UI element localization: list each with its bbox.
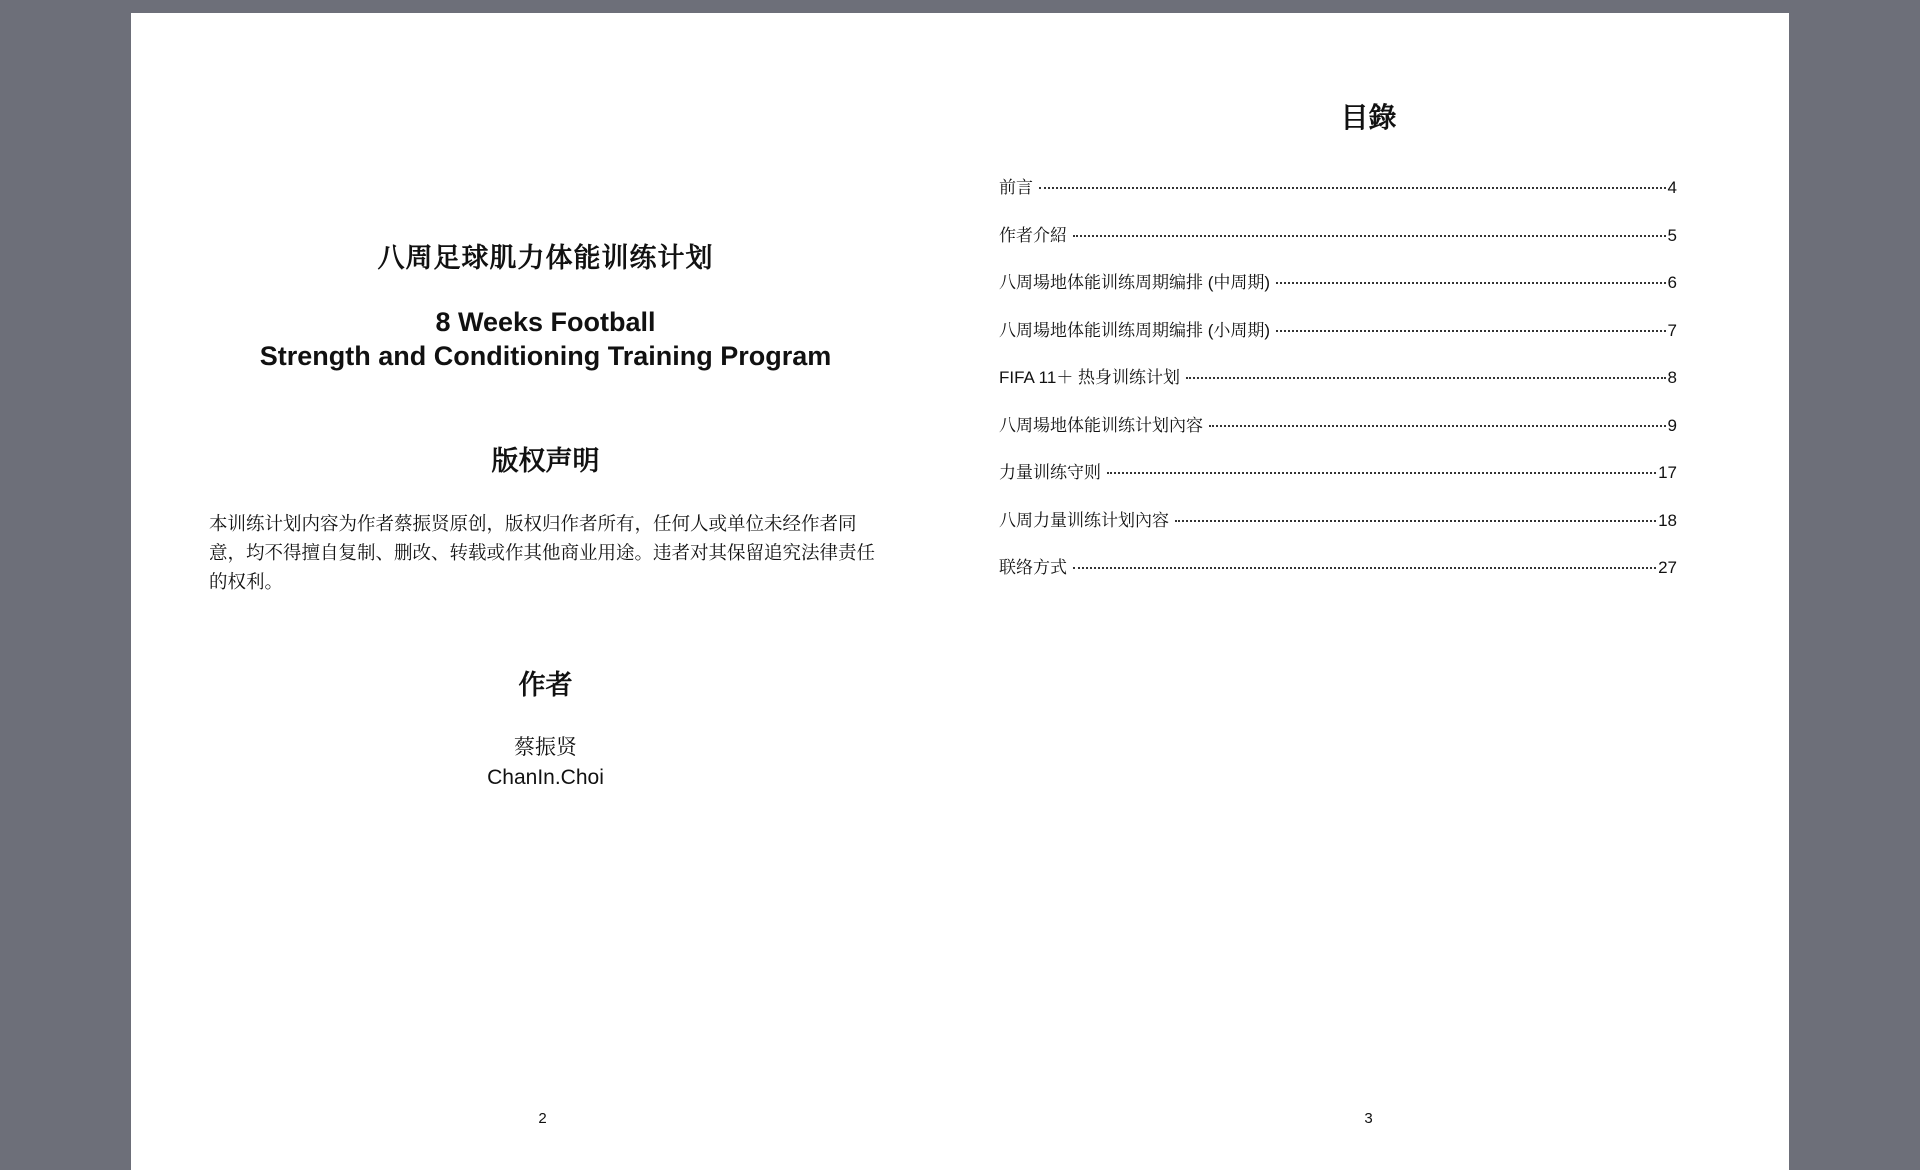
toc-item[interactable] bbox=[999, 506, 1677, 554]
toc-item-page: 27 bbox=[1658, 558, 1677, 577]
page-number: 3 bbox=[1364, 1110, 1373, 1127]
toc-item-label: FIFA 11＋ 热身训练计划 bbox=[999, 368, 1181, 387]
copyright-heading: 版权声明 bbox=[491, 446, 600, 476]
toc-leader-dots bbox=[1276, 330, 1665, 332]
toc-item-page: 9 bbox=[1667, 415, 1677, 435]
toc-leader-dots bbox=[1073, 567, 1656, 569]
toc-item-label: 前言 bbox=[999, 178, 1033, 197]
toc-item[interactable] bbox=[999, 458, 1677, 506]
title-chinese: 八周足球肌力体能训练计划 bbox=[377, 243, 714, 273]
toc-item[interactable] bbox=[999, 363, 1677, 411]
author-name bbox=[131, 733, 960, 793]
toc-item-page: 5 bbox=[1667, 225, 1677, 245]
page-left bbox=[131, 13, 960, 1170]
toc-item-page: 18 bbox=[1658, 510, 1677, 530]
toc-item-label: 联络方式 bbox=[999, 558, 1067, 577]
copyright-text: 本训练计划内容为作者蔡振贤原创，版权归作者所有，任何人或单位未经作者同意，均不得擅自复制、删改、转载或作其他商业用途。违者对其保留追究法律责任的权利。 bbox=[209, 513, 876, 592]
toc-item[interactable] bbox=[999, 173, 1677, 221]
toc-item[interactable] bbox=[999, 221, 1677, 269]
toc-leader-dots bbox=[1039, 187, 1666, 189]
toc-title: 目錄 bbox=[1340, 102, 1397, 133]
toc-item-label: 力量训练守则 bbox=[999, 463, 1101, 482]
toc-item[interactable] bbox=[999, 268, 1677, 316]
title-english-line-1: 8 Weeks Football bbox=[435, 307, 656, 337]
page-number: 2 bbox=[538, 1110, 547, 1127]
table-of-contents bbox=[999, 173, 1677, 601]
author-heading: 作者 bbox=[518, 670, 573, 700]
toc-item-page: 8 bbox=[1667, 368, 1677, 387]
toc-leader-dots bbox=[1073, 235, 1666, 237]
toc-item[interactable] bbox=[999, 316, 1677, 364]
toc-item-label: 八周力量训练计划內容 bbox=[999, 510, 1169, 530]
toc-item-label: 八周場地体能训练计划內容 bbox=[999, 415, 1203, 435]
toc-leader-dots bbox=[1175, 520, 1656, 522]
title-english-line-2: Strength and Conditioning Training Program bbox=[259, 341, 832, 371]
toc-item-page: 4 bbox=[1667, 178, 1677, 197]
page-right bbox=[960, 13, 1789, 1170]
toc-item-label: 八周場地体能训练周期编排 (中周期) bbox=[999, 273, 1271, 292]
author-name-english: ChanIn.Choi bbox=[487, 766, 604, 789]
toc-leader-dots bbox=[1276, 282, 1665, 284]
toc-leader-dots bbox=[1107, 472, 1656, 474]
toc-item-page: 7 bbox=[1667, 320, 1677, 340]
toc-leader-dots bbox=[1209, 425, 1666, 427]
toc-item-page: 17 bbox=[1658, 463, 1677, 482]
toc-item-page: 6 bbox=[1667, 273, 1677, 292]
toc-leader-dots bbox=[1186, 377, 1665, 379]
toc-item[interactable] bbox=[999, 411, 1677, 459]
title-english bbox=[131, 305, 960, 373]
toc-item[interactable] bbox=[999, 553, 1677, 601]
toc-item-label: 八周場地体能训练周期编排 (小周期) bbox=[999, 320, 1271, 340]
author-name-chinese: 蔡振贤 bbox=[514, 736, 577, 759]
document-spread bbox=[131, 13, 1789, 1170]
toc-item-label: 作者介紹 bbox=[999, 225, 1067, 245]
